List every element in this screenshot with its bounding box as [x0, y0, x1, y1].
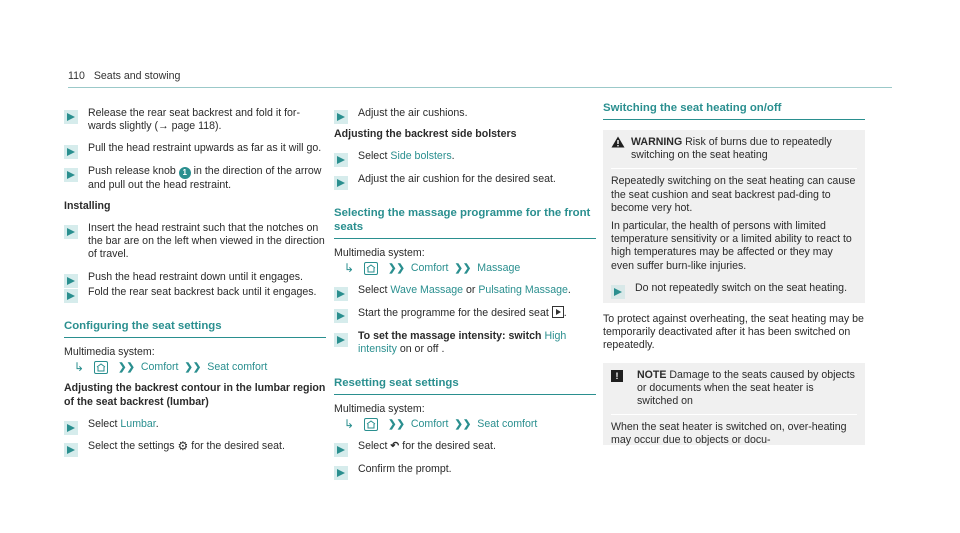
- path-arrow-icon: ↳: [344, 417, 355, 432]
- path-arrow-icon: ↳: [74, 360, 85, 375]
- section-massage-programme: Selecting the massage programme for the front seats: [334, 206, 596, 239]
- step-arrow-icon: [64, 225, 78, 239]
- menu-path: [334, 262, 596, 275]
- step-select-side-bolsters: Select Side bolsters.: [334, 150, 596, 163]
- note-head: Damage to the seats caused by objects or documents when the seat heater is switched on: [637, 368, 855, 408]
- note-box: [603, 363, 865, 445]
- step-arrow-icon: [334, 333, 348, 347]
- step-arrow-icon: [64, 421, 78, 435]
- step-arrow-icon: [334, 309, 348, 323]
- step-arrow-icon: [64, 289, 78, 303]
- home-icon[interactable]: [94, 361, 108, 374]
- system-label: Multimedia system:: [334, 246, 425, 259]
- step-arrow-icon: [334, 287, 348, 301]
- overheating-paragraph: To protect against overheating, the seat heating may be temporarily deactivated after it has been switched on repeatedly.: [603, 313, 864, 352]
- gear-icon: ⚙: [177, 439, 189, 454]
- step-arrow-icon: [334, 466, 348, 480]
- column-3: [603, 98, 865, 445]
- header-divider: [68, 87, 892, 88]
- exclamation-icon: !: [611, 370, 623, 382]
- home-icon[interactable]: [364, 262, 378, 275]
- section-name: Seats and stowing: [93, 70, 181, 82]
- step-adjust-air-cushion-seat: Adjust the air cushion for the desired seat.: [334, 173, 596, 186]
- path-massage[interactable]: Massage: [477, 262, 521, 275]
- pulsating-massage-option[interactable]: Pulsating Massage: [478, 284, 568, 297]
- note-label: NOTE: [637, 368, 667, 381]
- step-fold-backrest: Fold the rear seat backrest back until it engages.: [64, 286, 326, 299]
- warning-label: WARNING: [631, 136, 683, 148]
- lumbar-option[interactable]: Lumbar: [120, 417, 156, 430]
- path-seat-comfort[interactable]: Seat comfort: [477, 418, 538, 431]
- path-comfort[interactable]: Comfort: [140, 361, 179, 374]
- reset-icon: ↶: [390, 440, 400, 453]
- step-arrow-icon: [64, 110, 78, 124]
- step-select-settings: Select the settings ⚙ for the desired seat.: [64, 440, 326, 453]
- step-select-lumbar: Select Lumbar.: [64, 418, 326, 431]
- step-adjust-air-cushions: Adjust the air cushions.: [334, 107, 596, 120]
- lumbar-heading: Adjusting the backrest contour in the lumbar region of the seat backrest (lumbar): [64, 382, 326, 408]
- warning-paragraph: In particular, the health of persons with limited temperature sensitivity or a limited ability to react to high temperatures may be affected or they may even suffer burn-like injuries.: [611, 220, 852, 272]
- chevron-right-icon: ❯❯: [388, 263, 405, 275]
- warning-step: Do not repeatedly switch on the seat heating.: [611, 282, 857, 295]
- side-bolsters-heading: Adjusting the backrest side bolsters: [334, 128, 517, 141]
- system-label: Multimedia system:: [334, 403, 425, 416]
- chevron-right-icon: ❯❯: [454, 263, 472, 275]
- wave-massage-option[interactable]: Wave Massage: [390, 284, 464, 297]
- path-comfort[interactable]: Comfort: [410, 418, 449, 431]
- step-arrow-icon: [611, 285, 625, 299]
- step-start-programme: Start the programme for the desired seat .: [334, 306, 596, 320]
- step-confirm-prompt: Confirm the prompt.: [334, 463, 596, 476]
- column-2: [334, 98, 596, 476]
- step-select-reset: Select ↶ for the desired seat.: [334, 440, 596, 453]
- high-intensity-option[interactable]: High intensity: [358, 329, 567, 355]
- step-arrow-icon: [334, 176, 348, 190]
- menu-path: [64, 361, 326, 374]
- step-insert-head-restraint: Insert the head restraint such that the notches on the bar are on the left when viewed in the direction of travel.: [64, 222, 326, 262]
- step-arrow-icon: [334, 153, 348, 167]
- home-icon[interactable]: [364, 418, 378, 431]
- warning-head: Risk of burns due to repeatedly switching on the seat heating: [631, 136, 832, 162]
- step-arrow-icon: [334, 110, 348, 124]
- section-seat-heating: Switching the seat heating on/off: [603, 101, 865, 120]
- path-arrow-icon: ↳: [344, 261, 355, 276]
- step-arrow-icon: [64, 443, 78, 457]
- warning-triangle-icon: [611, 136, 625, 162]
- warning-paragraph: Repeatedly switching on the seat heating can cause the seat cushion and seat backrest pad-ding to become very hot.: [611, 175, 856, 214]
- step-release-backrest: Release the rear seat backrest and fold it for-wards slightly (→ page 118).: [64, 107, 326, 133]
- side-bolsters-option[interactable]: Side bolsters: [390, 150, 452, 163]
- chevron-right-icon: ❯❯: [184, 362, 202, 374]
- menu-path: [334, 418, 596, 431]
- play-icon: [552, 306, 564, 318]
- column-1: [64, 98, 326, 453]
- step-pull-head-restraint: Pull the head restraint upwards as far as it will go.: [64, 142, 326, 155]
- chevron-right-icon: ❯❯: [118, 362, 135, 374]
- chevron-right-icon: ❯❯: [388, 419, 405, 431]
- section-resetting-seat-settings: Resetting seat settings: [334, 376, 596, 395]
- note-paragraph: When the seat heater is switched on, over-heating may occur due to objects or docu-: [611, 421, 847, 447]
- step-arrow-icon: [334, 443, 348, 457]
- step-arrow-icon: [64, 168, 78, 182]
- step-massage-intensity: To set the massage intensity: switch High intensity on or off .: [334, 330, 596, 356]
- page-header: [68, 70, 180, 83]
- path-comfort[interactable]: Comfort: [410, 262, 449, 275]
- knob-number-badge: 1: [179, 167, 191, 179]
- step-arrow-icon: [64, 145, 78, 159]
- page-number: 110: [68, 70, 85, 82]
- path-seat-comfort[interactable]: Seat comfort: [207, 361, 268, 374]
- warning-box: [603, 130, 865, 303]
- chevron-right-icon: ❯❯: [454, 419, 472, 431]
- step-select-massage: Select Wave Massage or Pulsating Massage.: [334, 284, 596, 297]
- section-configuring-seat-settings: Configuring the seat settings: [64, 319, 326, 338]
- installing-heading: Installing: [64, 199, 111, 212]
- step-push-down: Push the head restraint down until it engages.: [64, 271, 326, 284]
- system-label: Multimedia system:: [64, 346, 155, 359]
- step-push-release-knob: Push release knob 1 in the direction of the arrow and pull out the head restraint.: [64, 165, 326, 192]
